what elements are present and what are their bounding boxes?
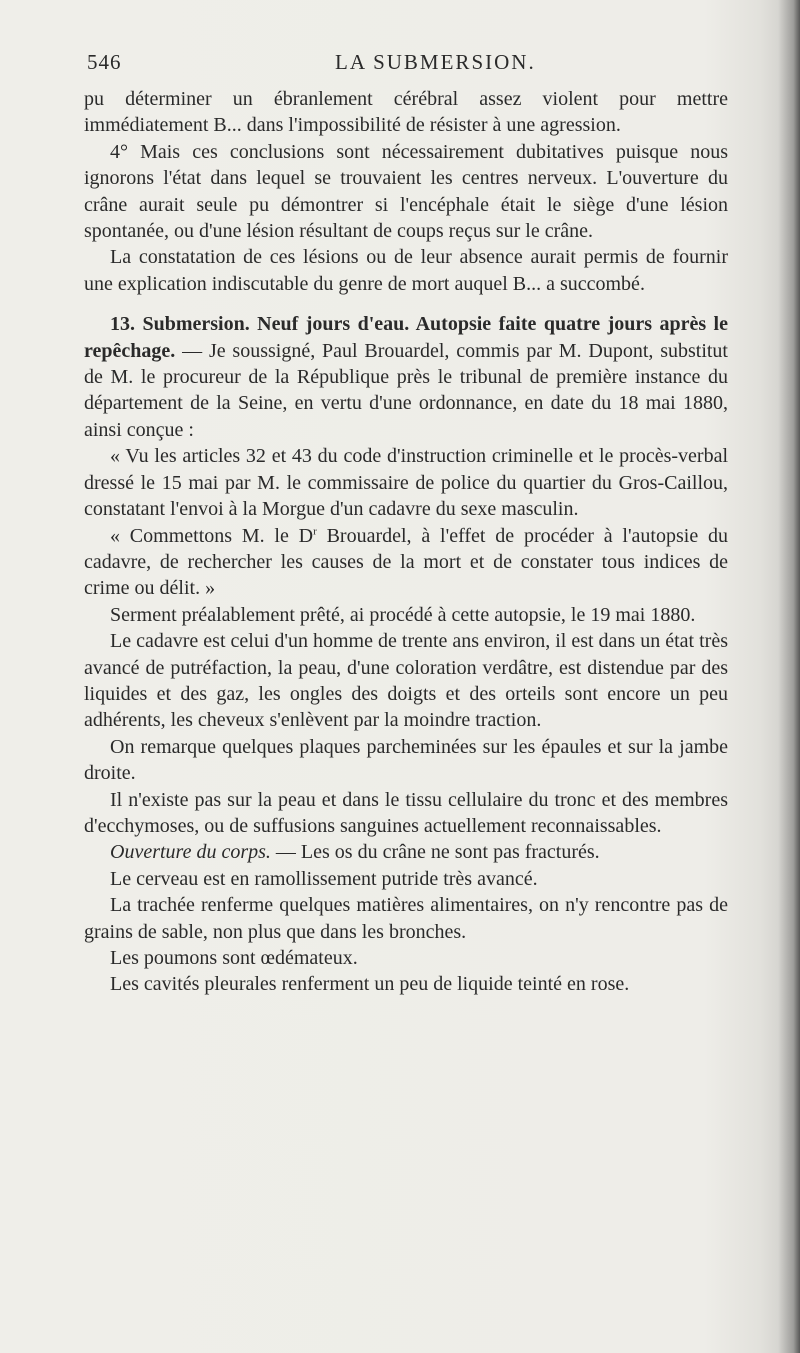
paragraph-ouverture <box>84 839 728 865</box>
paragraph-plaques: On remarque quelques plaques parcheminées sur les épaules et sur la jambe droite. <box>84 735 728 785</box>
case-intro: — Je soussigné, Paul Brouardel, commis par M. Dupont, substitut de M. le procureur de la République près le tribunal de première instance du département de la Seine, en vertu d'une ordonnance, en date du 18 mai 1880, ainsi conçue : <box>84 339 728 441</box>
paragraph-conclusion-4: 4° Mais ces conclusions sont nécessairement dubitatives puisque nous ignorons l'état dans lequel se trouvaient les centres nerveux. L'ouverture du crâne aurait seule pu démontrer si l'encéphale était le siège d'une lésion spontanée, ou d'une lésion résultant de coups reçus sur le crâne. <box>84 140 728 243</box>
doctor-abbrev-sup: r <box>313 524 317 537</box>
paragraph-cavites: Les cavités pleurales renferment un peu de liquide teinté en rose. <box>110 973 630 996</box>
page-header <box>87 50 727 74</box>
paragraph-cerveau: Le cerveau est en ramollissement putride très avancé. <box>110 867 538 890</box>
commettons-text-end: Brouardel, à l'effet de procéder à l'autopsie du cadavre, de rechercher les causes de la mort et de constater tous indices de crime ou délit. » <box>84 524 729 600</box>
paragraph-vu-les-articles: « Vu les articles 32 et 43 du code d'instruction criminelle et le procès-verbal dressé le 15 mai par M. le commissaire de police du quartier du Gros-Caillou, constatant l'envoi à la Morgue d'un cadavre du sexe masculin. <box>84 445 728 521</box>
page-number: 546 <box>87 50 122 74</box>
paragraph-case-13 <box>84 311 728 443</box>
body-text <box>84 86 728 998</box>
commettons-text: « Commettons M. le D <box>110 524 314 547</box>
paragraph-serment: Serment préalablement prêté, ai procédé à cette autopsie, le 19 mai 1880. <box>110 603 696 626</box>
paragraph-commettons <box>84 523 728 602</box>
page-edge-shadow <box>778 0 800 1353</box>
running-title: LA SUBMERSION. <box>335 50 536 74</box>
paragraph-cadavre: Le cadavre est celui d'un homme de trente ans environ, il est dans un état très avancé de putréfaction, la peau, d'une coloration verdâtre, est distendue par des liquides et des gaz, les ongles des doigts et des orteils sont encore un peu adhérents, les cheveux s'enlèvent par la moindre traction. <box>84 630 728 732</box>
paragraph-trachee: La trachée renferme quelques matières alimentaires, on n'y rencontre pas de grains de sable, non plus que dans les bronches. <box>84 894 728 943</box>
paragraph-poumons: Les poumons sont œdémateux. <box>110 947 358 969</box>
paragraph-ecchymoses: Il n'existe pas sur la peau et dans le tissu cellulaire du tronc et des membres d'ecchymoses, ou de suffusions sanguines actuellement reconnaissables. <box>84 788 728 837</box>
ouverture-heading: Ouverture du corps. <box>110 841 271 864</box>
ouverture-text: — Les os du crâne ne sont pas fracturés. <box>270 841 600 864</box>
paragraph-constatation: La constatation de ces lésions ou de leur absence aurait permis de fournir une explication indiscutable du genre de mort auquel B... a succombé. <box>84 246 728 295</box>
case-heading: 13. Submersion. Neuf jours d'eau. Autopsie faite quatre jours après le repêchage. <box>84 313 728 362</box>
paragraph-continuation: pu déterminer un ébranlement cérébral assez violent pour mettre immédiatement B... dans l'impossibilité de résister à une agression. <box>84 88 728 137</box>
